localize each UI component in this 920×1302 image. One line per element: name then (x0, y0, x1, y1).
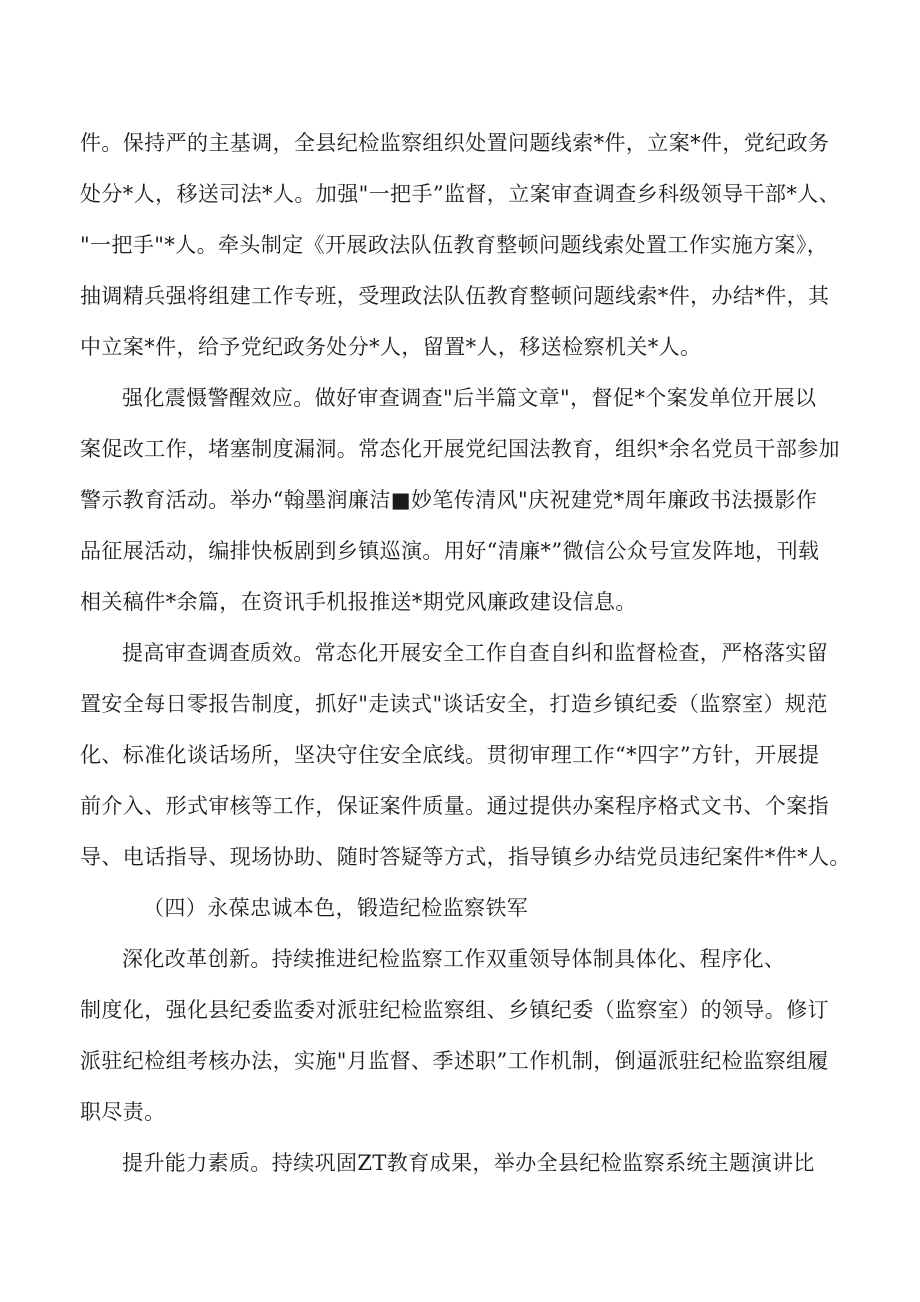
text-line: 相关稿件*余篇，在资讯手机报推送*期党风廉政建设信息。 (80, 590, 637, 614)
paragraph-3 (80, 628, 860, 883)
heading-text: （四）永葆忠诚本色，锻造纪检监察铁军 (143, 896, 529, 920)
paragraph-5 (80, 1138, 860, 1189)
paragraph-4 (80, 934, 860, 1138)
text-line: "一把手"*人。牵头制定《开展政法队伍教育整顿问题线索处置工作实施方案》， (80, 233, 829, 257)
text-line: 导、电话指导、现场协助、随时答疑等方式，指导镇乡办结党员违纪案件*件*人。 (80, 845, 851, 869)
text-line: 抽调精兵强将组建工作专班，受理政法队伍教育整顿问题线索*件，办结*件，其 (80, 284, 830, 308)
text-line: 制度化，强化县纪委监委对派驻纪检监察组、乡镇纪委（监察室）的领导。修订 (80, 998, 829, 1022)
text-line: 职尽责。 (80, 1100, 166, 1124)
text-line: 派驻纪检组考核办法，实施"月监督、季述职”工作机制，倒逼派驻纪检监察组履 (80, 1049, 829, 1073)
text-line: 件。保持严的主基调，全县纪检监察组织处置问题线索*件，立案*件，党纪政务 (80, 131, 830, 155)
text-line: 深化改革创新。持续推进纪检监察工作双重领导体制具体化、程序化、 (122, 947, 786, 971)
paragraph-1 (80, 118, 860, 373)
text-line: 处分*人，移送司法*人。加强"一把手”监督，立案审查调查乡科级领导干部*人、 (80, 182, 841, 206)
text-line: 提升能力素质。持续巩固ZT教育成果，举办全县纪检监察系统主题演讲比 (122, 1151, 815, 1175)
text-line: 案促改工作，堵塞制度漏洞。常态化开展党纪国法教育，组织*余名党员干部参加 (80, 437, 840, 461)
text-line: 中立案*件，给予党纪政务处分*人，留置*人，移送检察机关*人。 (80, 335, 702, 359)
paragraph-2 (80, 373, 860, 628)
text-line: 前介入、形式审核等工作，保证案件质量。通过提供办案程序格式文书、个案指 (80, 794, 829, 818)
document-body (80, 118, 860, 1189)
text-line: 置安全每日零报告制度，抓好"走读式"谈话安全，打造乡镇纪委（监察室）规范 (80, 692, 828, 716)
section-heading (80, 883, 860, 934)
text-line: 品征展活动，编排快板剧到乡镇巡演。用好“清廉*”微信公众号宣发阵地，刊载 (80, 539, 820, 563)
text-line: 强化震慑警醒效应。做好审查调查"后半篇文章"，督促*个案发单位开展以 (122, 386, 817, 410)
text-line: 化、标准化谈话场所，坚决守住安全底线。贯彻审理工作“*四字”方针，开展提 (80, 743, 820, 767)
text-line: 提高审查调查质效。常态化开展安全工作自查自纠和监督检查，严格落实留 (122, 641, 829, 665)
text-line: 警示教育活动。举办“翰墨润廉洁■妙笔传清风"庆祝建党*周年廉政书法摄影作 (80, 488, 818, 512)
